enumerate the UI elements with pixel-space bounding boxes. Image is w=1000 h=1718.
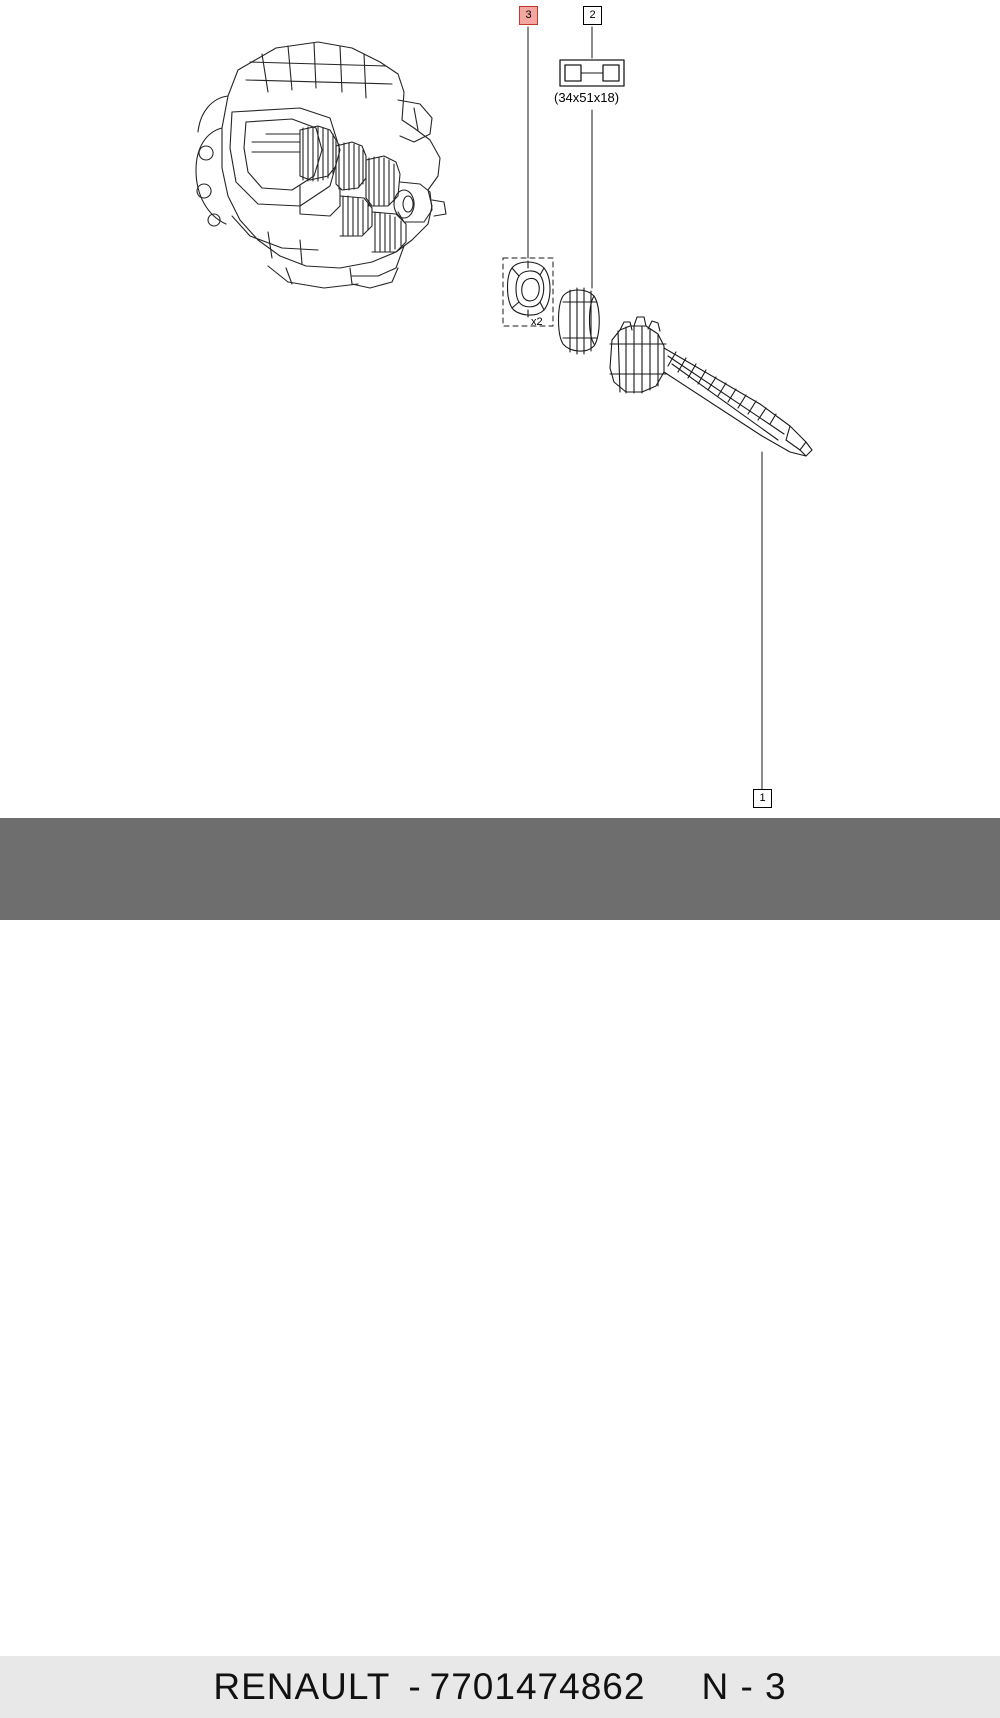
callout-2[interactable]: 2 [583, 6, 602, 25]
gearbox-assembly-illustration [196, 42, 446, 288]
part-needle-bearing [559, 288, 600, 354]
bearing-dimension-label: (34x51x18) [554, 90, 620, 105]
diagram-canvas [0, 0, 1000, 818]
callout-1[interactable]: 1 [753, 789, 772, 808]
leader-lines [528, 27, 762, 789]
footer-plate [0, 1656, 1000, 1718]
footer-caption [213, 1666, 786, 1708]
callout-3[interactable]: 3 [519, 6, 538, 25]
part-primary-shaft [610, 317, 812, 456]
quantity-label: x2 [531, 316, 543, 328]
footer-separator: - [408, 1666, 422, 1707]
part-number: 7701474862 [429, 1666, 646, 1707]
part-thrust-washer [508, 261, 551, 317]
bearing-dimension-symbol [560, 60, 624, 86]
footer-bar [0, 818, 1000, 1707]
page-code: N - 3 [701, 1666, 787, 1707]
brand-name: RENAULT [213, 1666, 391, 1707]
exploded-view-artwork [0, 0, 1000, 818]
